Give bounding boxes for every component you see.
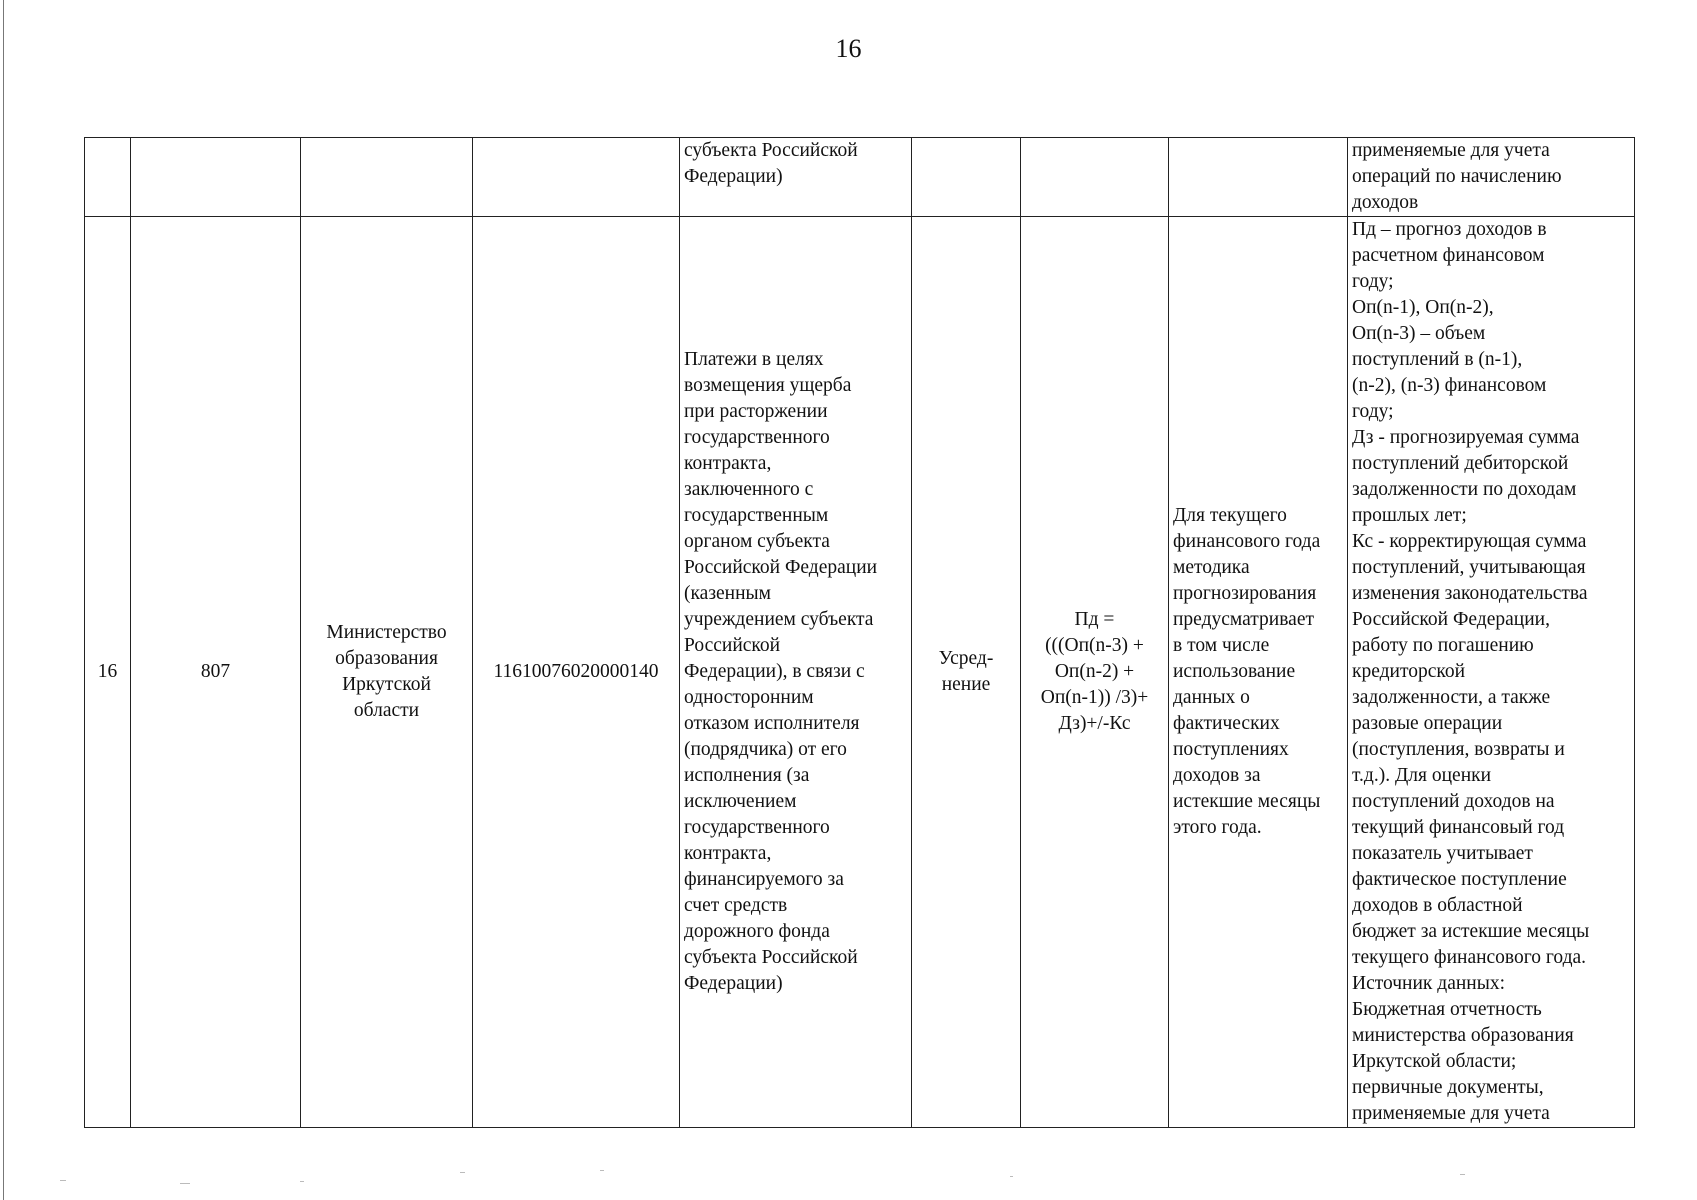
forecast-formula: Пд = (((Оп(n-3) + Оп(n-2) + Оп(n-1)) /3)+ Дз)+/-Кс: [1040, 609, 1149, 734]
page-number: 16: [835, 34, 862, 63]
cell-empty: [301, 138, 473, 217]
admin-code: 807: [200, 661, 231, 682]
cell-admin-code: [131, 217, 301, 1128]
table-row: [85, 217, 1635, 1128]
cell-algorithm: [1169, 217, 1348, 1128]
administrator-name: Министерство образования Иркутской области: [326, 622, 447, 721]
forecast-method: Усред- нение: [938, 648, 994, 695]
cell-administrator: [301, 217, 473, 1128]
cell-method: [912, 217, 1021, 1128]
cell-description: [1348, 217, 1635, 1128]
algorithm-text: Для текущего финансового года методика прогнозирования предусматривает в том числе использование данных о фактических поступлениях доходов за истекшие месяцы этого года.: [1173, 505, 1321, 838]
cell-empty: [1169, 138, 1348, 217]
cell-formula: [1021, 217, 1169, 1128]
continuation-row: [85, 138, 1635, 217]
cell-name-continued: [680, 138, 912, 217]
cell-row-number: [85, 217, 131, 1128]
revenue-name: Платежи в целях возмещения ущерба при расторжении государственного контракта, заключенного с государственным органом субъекта Российской Федерации (казенным учреждением субъекта Российской Федерации), в связи с односторонним отказом исполнителя (подрядчика) от его исполнения (за исключением государственного контракта, финансируемого за счет средств дорожного фонда субъекта Российской Федерации): [684, 349, 878, 994]
cell-description-continued: [1348, 138, 1635, 217]
cell-revenue-name: [680, 217, 912, 1128]
description-text: Пд – прогноз доходов в расчетном финансовом году; Оп(n-1), Оп(n-2), Оп(n-3) – объем поступлений в (n-1), (n-2), (n-3) финансовом году; Дз - прогнозируемая сумма поступлений дебиторской задолженности по доходам прошлых лет; Кс - корректирующая сумма поступлений, учитывающая изменения законодательства Российской Федерации, работу по погашению кредиторской задолженности, а также разовые операции (поступления, возвраты и т.д.). Для оценки поступлений доходов на текущий финансовый год показатель учитывает фактическое поступление доходов в областной бюджет за истекшие месяцы текущего финансового года. Источник данных: Бюджетная отчетность министерства образования Иркутской области; первичные документы, применяемые для учета: [1352, 219, 1590, 1124]
description-continued-text: применяемые для учета операций по начислению доходов: [1352, 140, 1562, 213]
cell-empty: [473, 138, 680, 217]
cell-empty: [85, 138, 131, 217]
cell-empty: [912, 138, 1021, 217]
name-continued-text: субъекта Российской Федерации): [684, 140, 858, 187]
cell-kbk: [473, 217, 680, 1128]
scan-edge-line: [3, 0, 4, 1200]
cell-empty: [131, 138, 301, 217]
cell-empty: [1021, 138, 1169, 217]
row-number: 16: [97, 661, 118, 682]
revenue-forecast-table: [84, 137, 1635, 1128]
kbk-code: 11610076020000140: [493, 661, 659, 682]
